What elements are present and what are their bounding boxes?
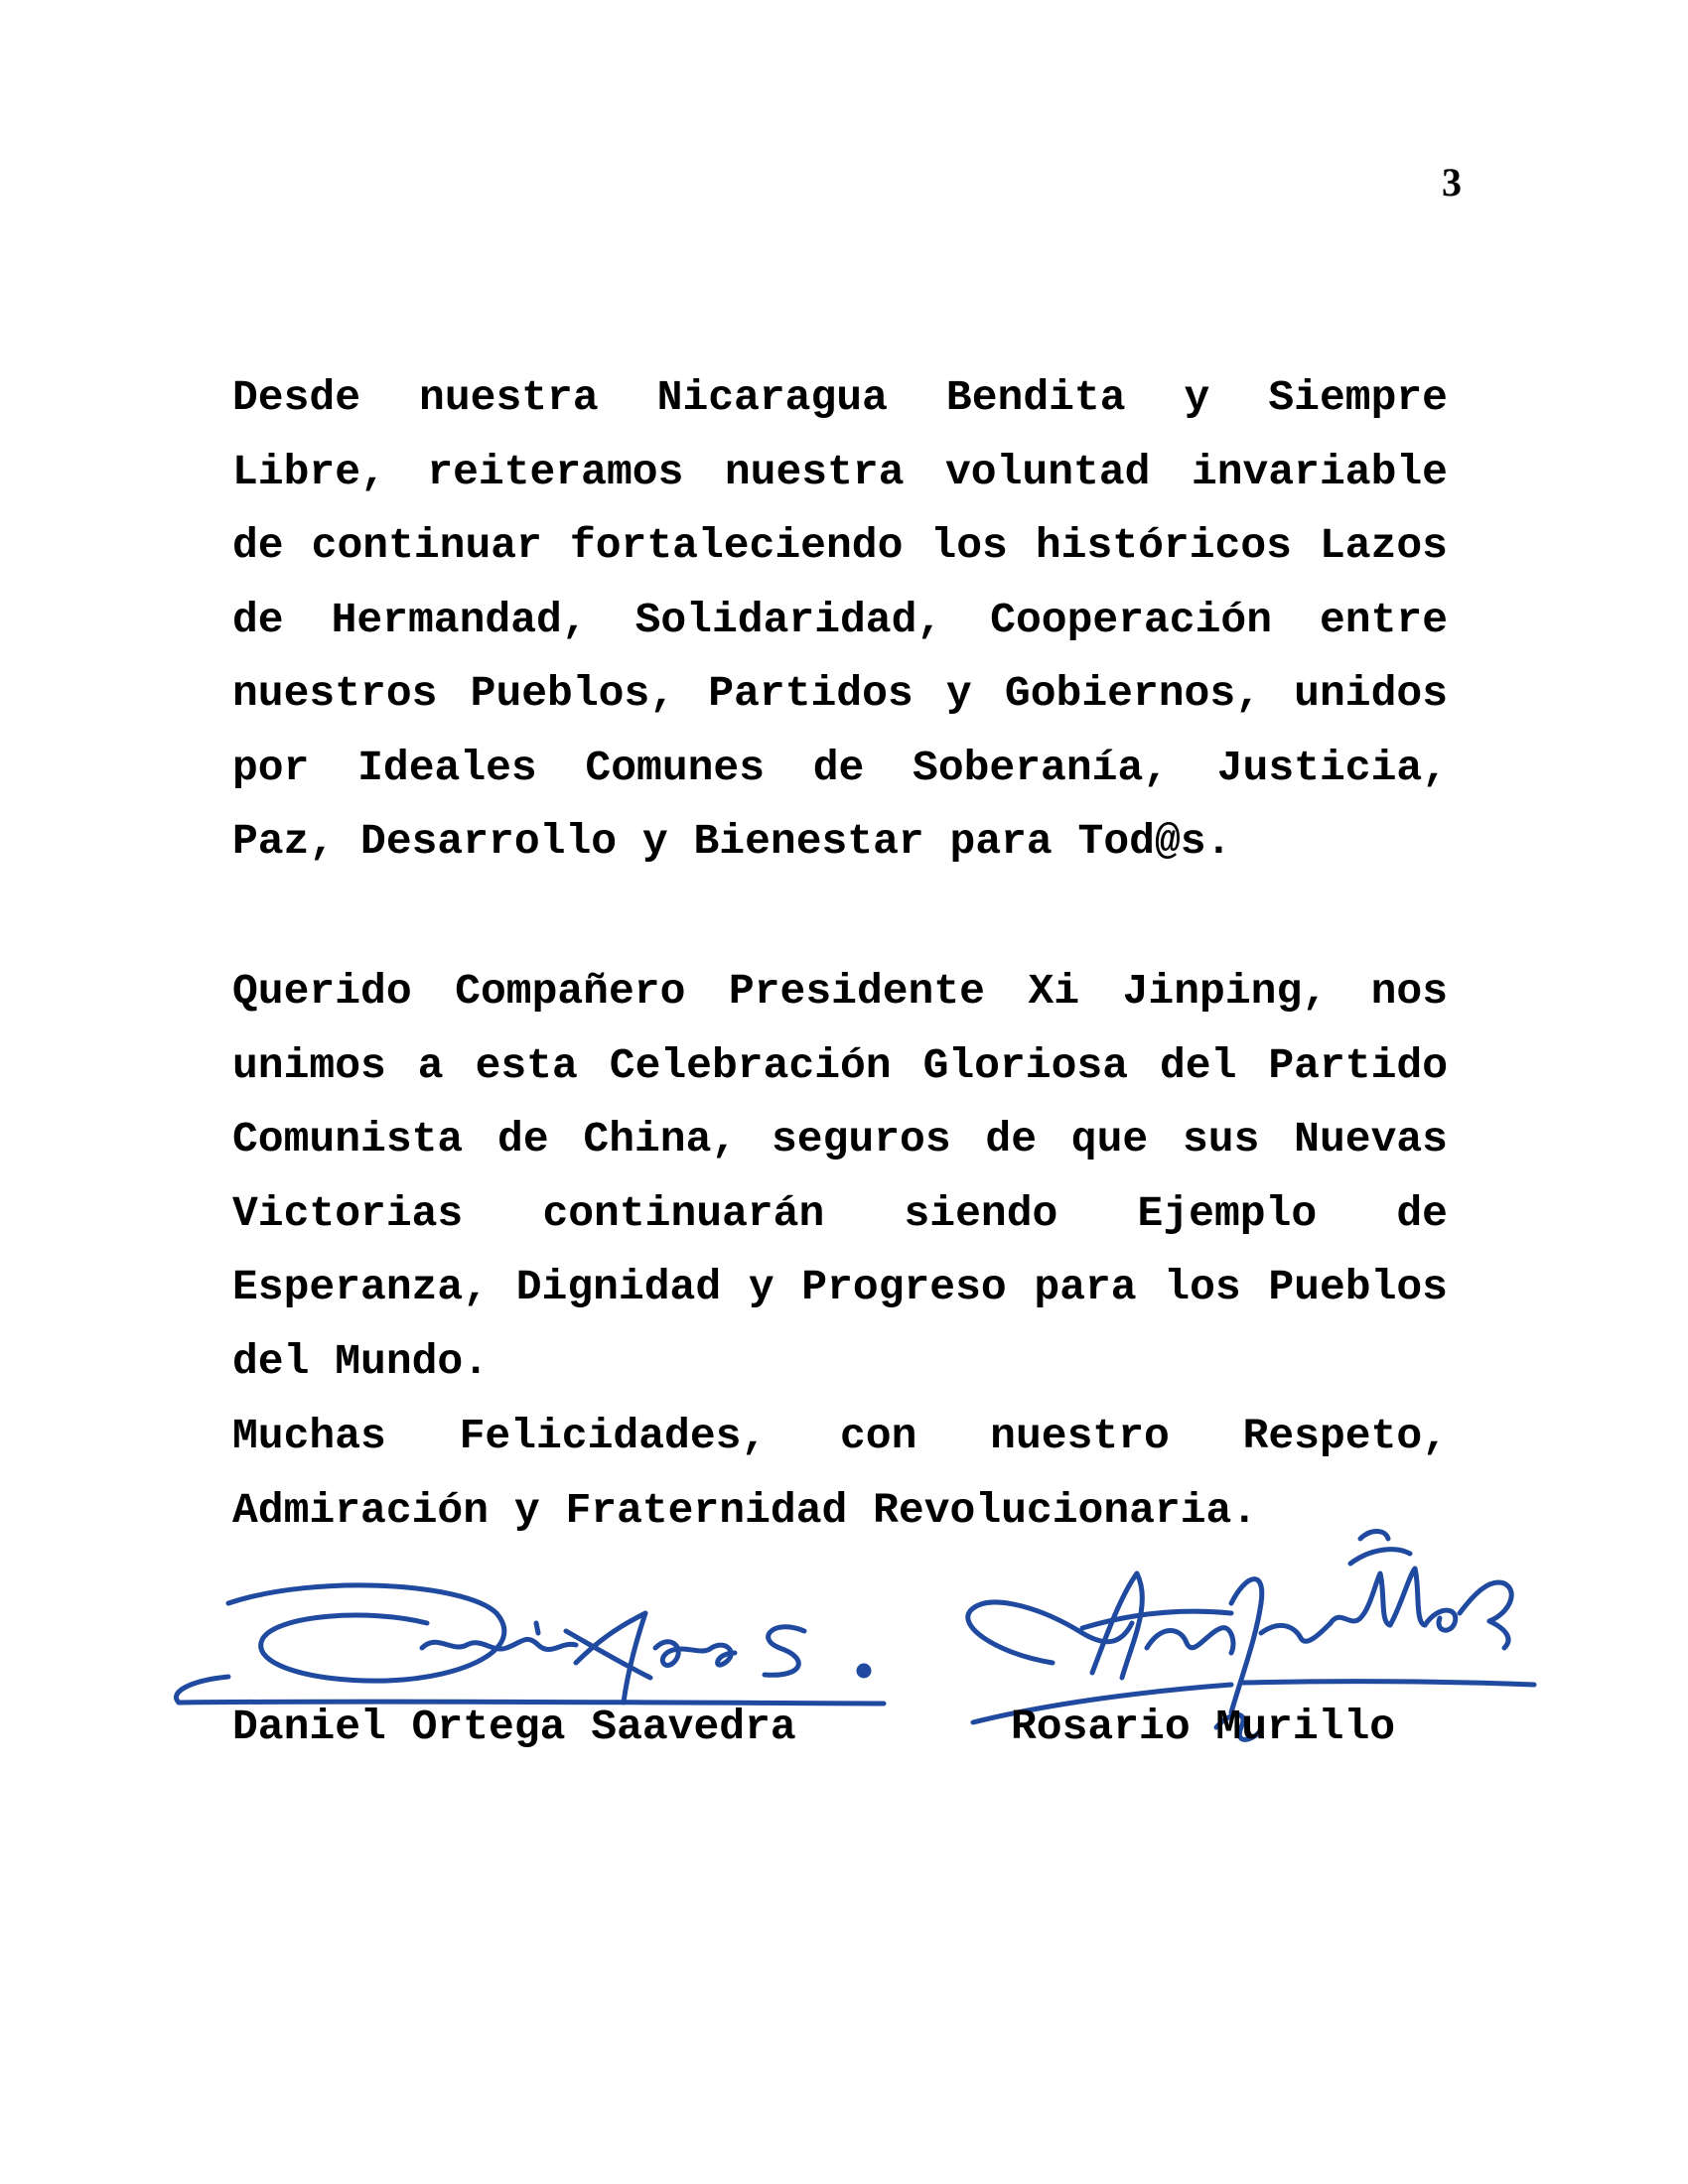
paragraph-greeting: Desde nuestra Nicaragua Bendita y Siempre Libre, reiteramos nuestra voluntad invariable de continuar fortaleciendo los históricos Lazos de Hermandad, Solidaridad, Cooperación entre nuestros Pueblos, Partidos y Gobiernos, unidos por Ideales Comunes de Soberanía, Justicia, Paz, Desarrollo y Bienestar para Tod@s.	[232, 373, 1448, 866]
paragraph-closing: Muchas Felicidades, con nuestro Respeto, Admiración y Fraternidad Revolucionaria.	[232, 1412, 1448, 1535]
signature-ortega-image	[169, 1554, 894, 1712]
page-number: 3	[1442, 160, 1462, 205]
signer-name-ortega: Daniel Ortega Saavedra	[232, 1703, 796, 1751]
paragraph-congratulation: Querido Compañero Presidente Xi Jinping, nos unimos a esta Celebración Gloriosa del Partido Comunista de China, seguros de que sus Nuevas Victorias continuarán siendo Ejemplo de Esperanza, Dignidad y Progreso para los Pueblos del Mundo.	[232, 967, 1448, 1386]
signer-name-murillo: Rosario Murillo	[1011, 1703, 1396, 1751]
